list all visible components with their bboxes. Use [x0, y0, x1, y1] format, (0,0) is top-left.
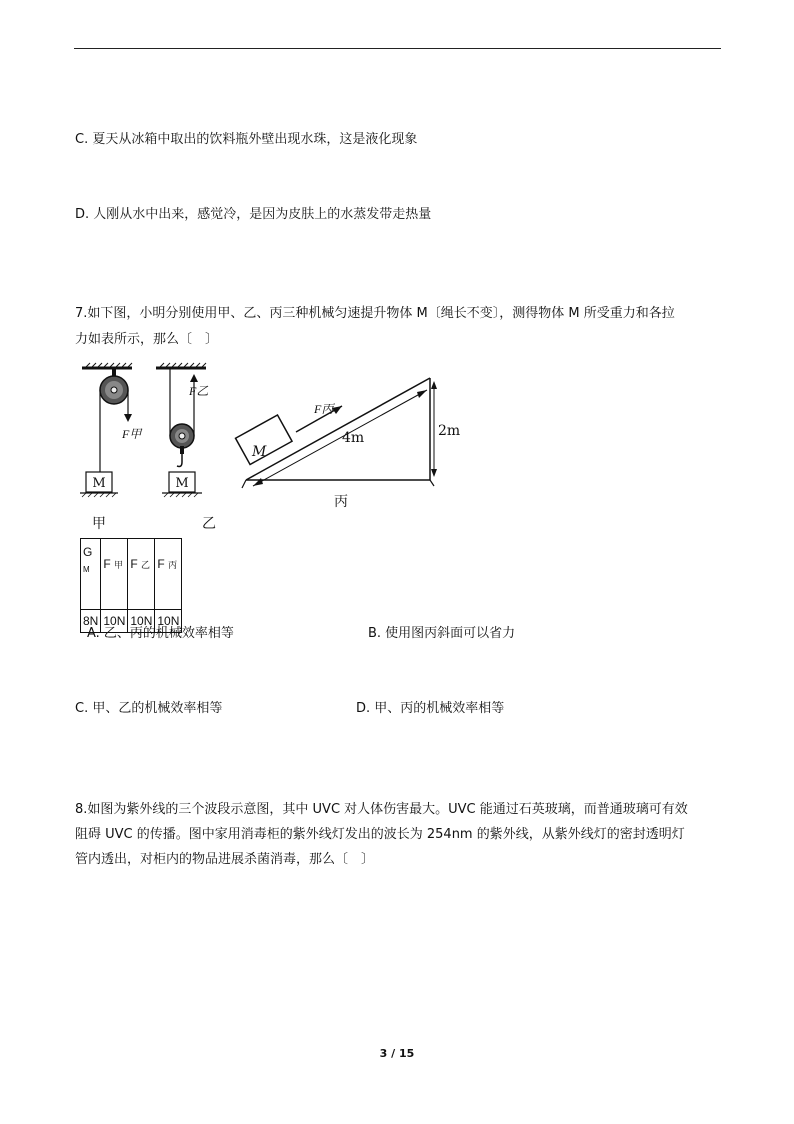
q7-option-d: D. 甲、丙的机械效率相等 [356, 701, 505, 716]
force-table-header-gm-sub: M [83, 565, 90, 574]
figure-yi-force-label: F乙 [189, 384, 209, 398]
q7-option-b: B. 使用图丙斜面可以省力 [368, 626, 516, 641]
force-table-value-f-yi: 10N [128, 610, 155, 633]
force-table-header-f-bing-sub: 丙 [168, 560, 178, 570]
figure-yi-caption: 乙 [202, 516, 216, 532]
figure-bing-height-length: 2m [438, 423, 461, 439]
figure-bing-caption: 丙 [334, 494, 348, 510]
force-table-header-f-jia-main: F [103, 557, 111, 571]
force-table-header-f-bing [155, 539, 182, 610]
figure-bing-slope-length: 4m [342, 430, 365, 446]
force-table-header-f-yi [128, 539, 155, 610]
q7-option-c: C. 甲、乙的机械效率相等 [75, 701, 223, 716]
force-table-header-f-bing-main: F [157, 557, 165, 571]
force-table-header-f-jia-sub: 甲 [114, 560, 124, 570]
force-table [80, 538, 182, 633]
force-table-header-f-yi-sub: 乙 [141, 560, 151, 570]
figure-jia-force-label: F甲 [122, 427, 142, 441]
q6-option-c: C. 夏天从冰箱中取出的饮料瓶外壁出现水珠，这是液化现象 [75, 132, 418, 147]
figure-bing-force-label: F丙 [314, 402, 334, 416]
q7-stem-line-2: 力如表所示，那么〔 〕 [75, 332, 219, 347]
force-table-value-f-bing: 10N [155, 610, 182, 633]
figure-jia-caption: 甲 [92, 516, 106, 532]
force-table-header-row [81, 539, 182, 610]
header-rule [74, 48, 721, 49]
force-table-value-f-jia: 10N [101, 610, 128, 633]
force-table-value-gm: 8N [81, 610, 101, 633]
figure-bing-mass-label: M [252, 444, 267, 460]
force-table-header-f-yi-main: F [130, 557, 138, 571]
force-table-header-gm [81, 539, 101, 610]
q8-stem-line-1: 8.如图为紫外线的三个波段示意图，其中 UVC 对人体伤害最大。UVC 能通过石英玻璃，而普通玻璃可有效 [75, 802, 688, 817]
force-table-header-gm-main: G [83, 545, 93, 559]
figure-jia-mass-label: M [92, 476, 106, 491]
q7-option-a: A. 乙、丙的机械效率相等 [87, 626, 234, 641]
figure-yi-mass-label: M [175, 476, 189, 491]
force-table-header-f-jia [101, 539, 128, 610]
figure-bing-incline [224, 372, 474, 497]
q7-stem-line-1: 7.如下图，小明分别使用甲、乙、丙三种机械匀速提升物体 M〔绳长不变〕，测得物体 M 所受重力和各拉 [75, 306, 675, 321]
q8-stem-line-2: 阻碍 UVC 的传播。图中家用消毒柜的紫外线灯发出的波长为 254nm 的紫外线，从紫外线灯的密封透明灯 [75, 827, 685, 842]
q6-option-d: D. 人刚从水中出来，感觉冷，是因为皮肤上的水蒸发带走热量 [75, 207, 432, 222]
page-number: 3 / 15 [379, 1047, 415, 1060]
q8-stem-line-3: 管内透出，对柜内的物品进展杀菌消毒，那么〔 〕 [75, 852, 375, 867]
